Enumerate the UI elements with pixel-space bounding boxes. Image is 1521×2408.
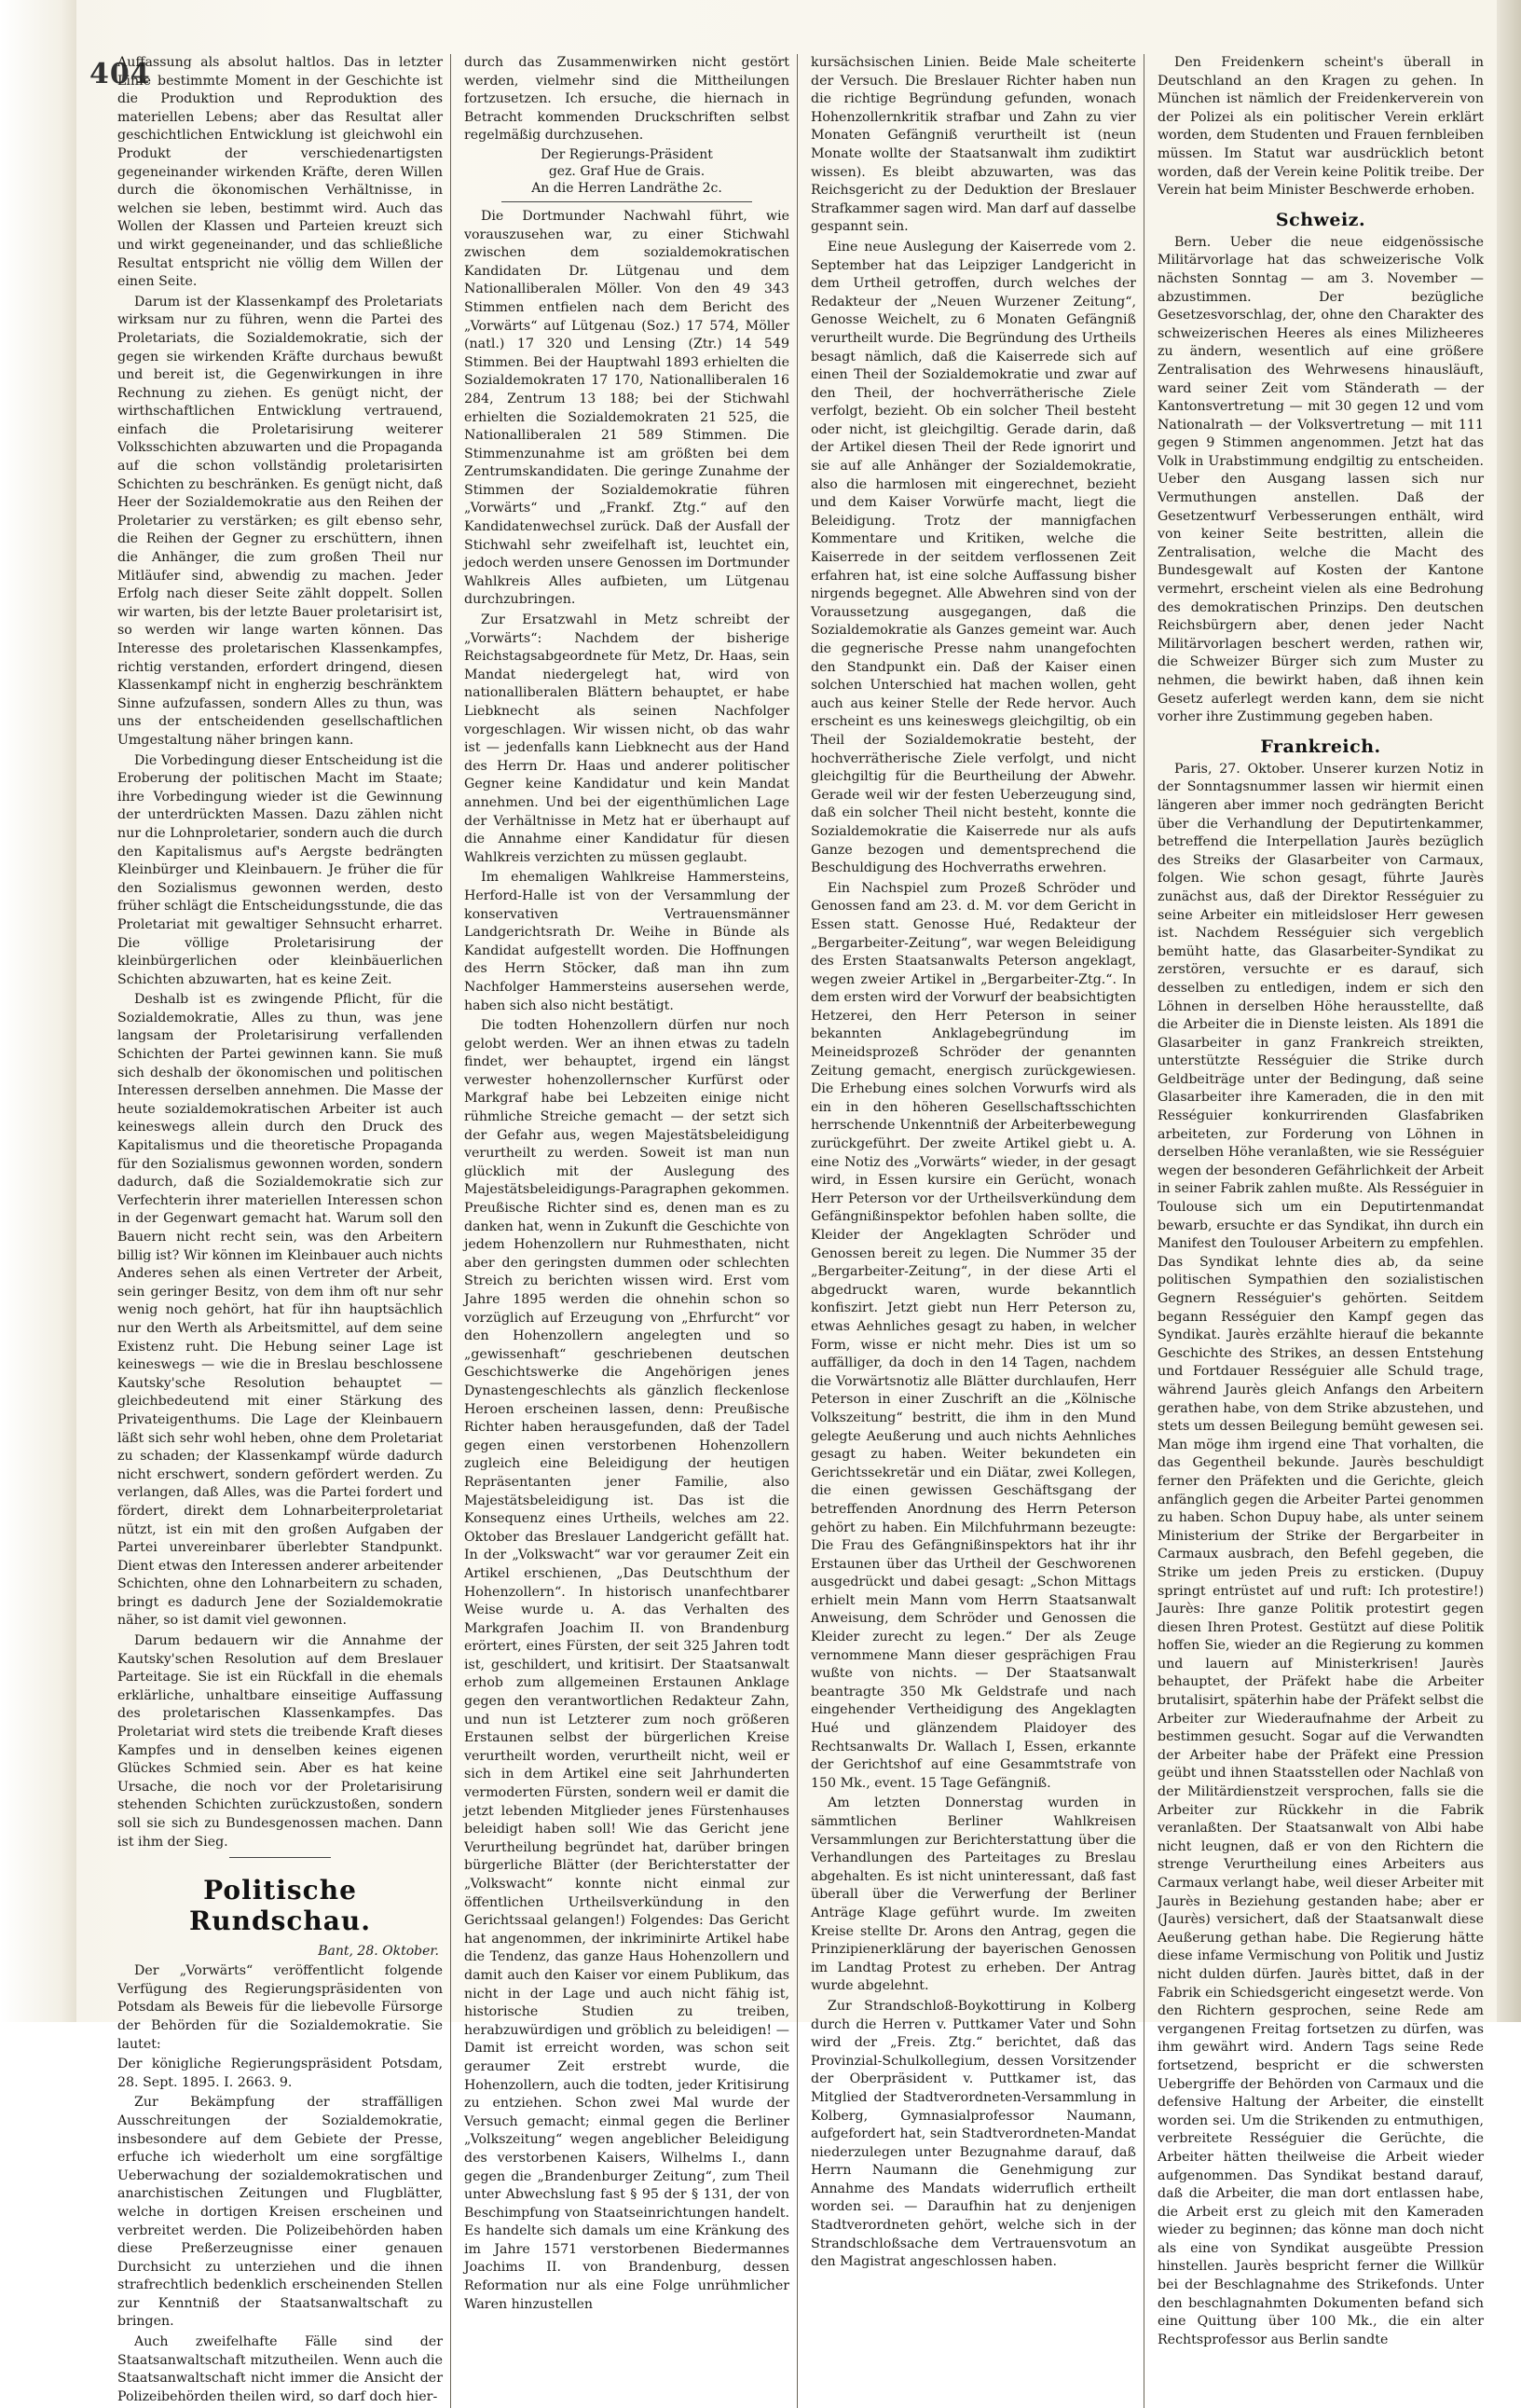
- col2-paragraph: Zur Ersatzwahl in Metz schreibt der „Vorwärts“: Nachdem der bisherige Reichstagsabgeordnete für Metz, Dr. Haas, sein Mandat niedergelegt hat, wird von nationalliberalen Blättern behauptet, er habe Liebknecht als seinen Nachfolger vorgeschlagen. Wir wissen nicht, ob das wahr ist — jedenfalls kann Liebknecht aus der Hand des Herrn Dr. Haas und anderer politischer Gegner keine Kandidatur und kein Mandat annehmen. Und bei der eigenthümlichen Lage der Verhältnisse in Metz hat er überhaupt auf die Annahme einer Kandidatur für diesen Wahlkreis verzichten zu müssen geglaubt.: [464, 612, 789, 865]
- text-columns: [110, 54, 1491, 2404]
- document-header: Der königliche Regierungspräsident Potsdam, 28. Sept. 1895. I. 2663. 9.: [117, 2057, 443, 2090]
- column-3: [803, 54, 1144, 2408]
- col1-paragraph: Darum ist der Klassenkampf des Proletariats wirksam nur zu führen, wenn die Partei des Proletariats, die Sozialdemokratie, sich der gegen sie wirkenden Kräfte durchaus bewußt und bereit ist, die Gegenwirkungen in ihre Rechnung zu ziehen. Es genügt nicht, der wirthschaftlichen Entwicklung vertrauend, einfach die Proletarisirung weiterer Volksschichten abzuwarten und die Propaganda auf die schon vollständig proletarisirten Schichten zu beschränken. Es genügt nicht, daß Heer der Sozialdemokratie aus den Reihen der Proletarier zu verstärken; es gilt ebenso sehr, die Reihen der Gegner zu erschüttern, ihnen die Anhänger, die zum großen Theil nur Mitläufer sind, abwendig zu machen. Jeder Erfolg nach dieser Seite zählt doppelt. Sollen wir warten, bis der letzte Bauer proletarisirt ist, so werden wir lange warten können. Das Interesse des proletarischen Klassenkampfes, richtig verstanden, erfordert dringend, diesen Klassenkampf nicht in engherzig beschränktem Sinne aufzufassen, sondern Alles zu thun, was uns der entscheidenden gesellschaftlichen Umgestaltung näher bringen kann.: [117, 294, 443, 748]
- col1-paragraph: Der „Vorwärts“ veröffentlicht folgende Verfügung des Regierungspräsidenten von Potsdam als Beweis für die liebevolle Fürsorge der Behörden für die Sozialdemokratie. Sie lautet:: [117, 1963, 443, 2052]
- col4-paragraph: Paris, 27. Oktober. Unserer kurzen Notiz in der Sonntagsnummer lassen wir hiermit einen längeren aber immer noch gedrängten Bericht über die Verhandlung der Deputirtenkammer, betreffend die Interpellation Jaurès bezüglich des Streiks der Glasarbeiter von Carmaux, folgen. Wie schon gesagt, führte Jaurès zunächst aus, daß der Direktor Rességuier zu seine Arbeiter ein mitleidsloser Herr gewesen ist. Nachdem Rességuier sich vergeblich bemüht hatte, das Glasarbeiter-Syndikat zu zerstören, versuchte er es darauf, sich desselben zu entledigen, indem er sich den Löhnen in derselben Höhe herausstellte, daß die Arbeiter die in Dienste leisten. Als 1891 die Glasarbeiter in ganz Frankreich streikten, unterstützte Rességuier die Strike durch Geldbeiträge unter der Bedingung, daß seine Glasarbeiter ihre Kameraden, die in den mit Rességuier konkurrirenden Glasfabriken arbeiteten, zur Forderung von Löhnen in derselben Höhe veranlaßten, wie sie Rességuier wegen der besonderen Gefährlichkeit der Arbeit in seiner Fabrik zahlen mußte. Als Rességuier in Toulouse sich um ein Deputirtenmandat bewarb, ersuchte er das Syndikat, ihn durch ein Manifest den Toulouser Arbeitern zu empfehlen. Das Syndikat lehnte dies ab, da seine politischen Sympathien den sozialistischen Gegnern Rességuier's gehörten. Seitdem begann Rességuier den Kampf gegen das Syndikat. Jaurès erzählte hierauf die bekannte Geschichte des Strikes, an dessen Entstehung und Fortdauer Rességuier alle Schuld trage, während Jaurès gleich Anfangs den Arbeitern gerathen habe, von dem Strike abzustehen, und stets um dessen Beilegung bemüht gewesen sei. Man möge ihm irgend eine That vorhalten, die das Gegentheil bekunde. Jaurès beschuldigt ferner den Präfekten und die Gerichte, gleich anfänglich gegen die Arbeiter Partei genommen zu haben. Schon Dupuy habe, als unter seinem Ministerium der Strike der Bergarbeiter in Carmaux ausbrach, den Befehl gegeben, die Strike um jeden Preis zu ersticken. (Dupuy springt entrüstet auf und ruft: Ich protestire!) Jaurès: Ihre ganze Politik protestirt gegen diesen Ihren Protest. Gestützt auf diese Politik hoffen Sie, wieder an die Regierung zu kommen und lauern auf Ministerkrisen! Jaurès behauptet, der Präfekt habe die Arbeiter brutalisirt, späterhin habe der Präfekt selbst die Arbeiter zur Wiederaufnahme der Arbeit zu bestimmen gesucht. Sogar auf die Verwandten der Arbeiter habe der Präfekt eine Pression geübt und ihnen Staatsstellen oder Nachlaß von der Militärdienstzeit versprochen, falls sie die Arbeiter zur Rückkehr in die Fabrik veranlaßten. Der Staatsanwalt von Albi habe nicht leugnen, daß er von den Richtern die strenge Verurtheilung eines Arbeiters aus Carmaux verlangt habe, weil dieser Arbeiter mit Jaurès in Beziehung gestanden habe; aber er (Jaurès) versichert, daß der Staatsanwalt diese Aeußerung gethan habe. Die Regierung hätte diese infame Vermischung von Politik und Justiz nicht dulden dürfen. Jaurès bittet, daß in der Fabrik ein Schiedsgericht eingesetzt werde. Von den Richtern gesprochen, seine Rede am vergangenen Freitag fortsetzen zu dürfen, was ihm gewährt wird. Andern Tags seine Rede fortsetzend, bespricht er die schwersten Uebergriffe der Behörden von Carmaux und die defensive Haltung der Arbeiter, die einstellt worden sei. Um die Strikenden zu entmuthigen, verbreitete Rességuier die Gerüchte, die Arbeiter hätten theilweise die Arbeit wieder aufgenommen. Das Syndikat bestand darauf, daß die Arbeiter, die man dort entlassen habe, die Arbeit erst zu gleich mit den Kameraden wieder zu beginnen; das könne man doch nicht als eine von Syndikat ausgeübte Pression hinstellen. Jaurès bespricht ferner die Willkür bei der Beschlagnahme des Strikefonds. Unter den beschlagnahmten Dokumenten befand sich eine Quittung über 100 Mk., die ein alter Rechtsprofessor aus Berlin sandte: [1158, 761, 1484, 2347]
- col2-paragraph: durch das Zusammenwirken nicht gestört werden, vielmehr sind die Mittheilungen fortzusetzen. Ich ersuche, die hiernach in Betracht kommenden Druckschriften selbst regelmäßig durchzusehen.: [464, 55, 789, 144]
- col1-paragraph: Die Vorbedingung dieser Entscheidung ist die Eroberung der politischen Macht im Staate; ihre Vorbedingung wieder ist die Gewinnung der unterdrückten Massen. Dazu zählen nicht nur die Lohnproletarier, sondern auch die durch den Kapitalismus auf's Aergste bedrängten Kleinbürger und Kleinbauern. Je früher die für den Sozialismus gewonnen werden, desto früher schlägt die Entscheidungsstunde, die das Proletariat mit gewaltiger Sehnsucht erharret. Die völlige Proletarisirung der kleinbürgerlichen oder kleinbäuerlichen Schichten abzuwarten, hat es keine Zeit.: [117, 752, 443, 987]
- col3-paragraph: kursächsischen Linien. Beide Male scheiterte der Versuch. Die Breslauer Richter haben nun die richtige Begründung gefunden, wonach Hohenzollernkritik strafbar und Zahn zu vier Monaten Gefängniß verurtheilt ist (neun Monate wollte der Staatsanwalt ihm zudiktirt wissen). Es bleibt abzuwarten, was das Reichsgericht zu der Deduktion der Breslauer Strafkammer sagen wird. Man darf auf dasselbe gespannt sein.: [811, 55, 1136, 235]
- column-1: [110, 54, 451, 2408]
- dateline: Bant, 28. Oktober.: [318, 1944, 439, 1960]
- col2-paragraph: Die todten Hohenzollern dürfen nur noch gelobt werden. Wer an ihnen etwas zu tadeln findet, wer behauptet, irgend ein längst verwester hohenzollernscher Kurfürst oder Markgraf habe bei Lebzeiten einige nicht rühmliche Streiche gemacht — der setzt sich der Gefahr aus, wegen Majestätsbeleidigung verurtheilt zu werden. Soweit ist man nun glücklich mit der Auslegung des Majestätsbeleidigungs-Paragraphen gekommen. Preußische Richter sind es, denen man es zu danken hat, wenn in Zukunft die Geschichte von jedem Hohenzollern nur Ruhmesthaten, nicht aber den geringsten dummen oder schlechten Streich zu berichten wissen wird. Erst vom Jahre 1895 werden die ohnehin schon so vorzüglich auf Erzeugung von „Ehrfurcht“ vor den Hohenzollern angelegten und so „gewissenhaft“ geschriebenen deutschen Geschichtswerke die Angehörigen jenes Dynastengeschlechts als gänzlich fleckenlose Heroen erscheinen lassen, denn: Preußische Richter haben herausgefunden, daß der Tadel gegen einen verstorbenen Hohenzollern zugleich eine Beleidigung der heutigen Repräsentanten jener Familie, also Majestätsbeleidigung ist. Das ist die Konsequenz eines Urtheils, welches am 22. Oktober das Breslauer Landgericht gefällt hat. In der „Volkswacht“ war vor geraumer Zeit ein Artikel erschienen, „Das Deutschthum der Hohenzollern“. In historisch unanfechtbarer Weise wurde u. A. das Verhalten des Markgrafen Joachim II. von Brandenburg erörtert, eines Fürsten, der seit 325 Jahren todt ist, geschildert, und kritisirt. Der Staatsanwalt erhob zum allgemeinen Erstaunen Anklage gegen den verantwortlichen Redakteur Zahn, und nun ist Letzterer zum noch größeren Erstaunen selbst der bürgerlichen Kreise verurtheilt worden, verurtheilt nicht, weil er sich in dem Artikel eine seit Jahrhunderten vermoderten Fürsten, sondern weil er damit die jetzt lebenden Mitglieder jenes Fürstenhauses beleidigt haben soll! Wie das Gericht jene Verurtheilung begründet hat, darüber bringen bürgerliche Blätter (der Berichterstatter der „Volkswacht“ konnte nicht einmal zur öffentlichen Urtheilsverkündung in den Gerichtssaal gelangen!) Folgendes: Das Gericht hat angenommen, der inkriminirte Artikel habe die Tendenz, das ganze Haus Hohenzollern und damit auch den Kaiser vor einem Publikum, das nicht in der Lage und auch nicht fähig ist, historische Studien zu treiben, herabzuwürdigen und gröblich zu beleidigen! — Damit ist erreicht worden, was schon seit geraumer Zeit erstrebt wurde, die Hohenzollern, auch die todten, jeder Kritisirung zu entziehen. Schon zwei Mal wurde der Versuch gemacht; einmal gegen die Berliner „Volkszeitung“ wegen angeblicher Beleidigung des verstorbenen Kaisers, Wilhelms I., dann gegen die „Brandenburger Zeitung“, zum Theil unter Abwechslung fast § 95 der § 131, der von Beschimpfung von Staatseinrichtungen handelt. Es handelte sich damals um eine Kränkung des im Jahre 1571 verstorbenen Biedermannes Joachims II. von Brandenburg, dessen Reformation nur als eine Folge unrühmlicher Waren hinzustellen: [464, 1018, 790, 2312]
- col2-paragraph: Im ehemaligen Wahlkreise Hammersteins, Herford-Halle ist von der Versammlung der konservativen Vertrauensmänner Landgerichtsrath Dr. Weihe in Bünde als Kandidat aufgestellt worden. Die Hoffnungen des Herrn Stöcker, daß man ihn zum Nachfolger Hammersteins ausersehen werde, haben sich also nicht bestätigt.: [464, 870, 789, 1013]
- col1-paragraph: Auffassung als absolut haltlos. Das in letzter Linie bestimmte Moment in der Geschichte ist die Produktion und Reproduktion des materiellen Lebens; aber das Resultat aller geschichtlichen Entwicklung ist gleichwohl ein Produkt der verschiedenartigsten gegeneinander wirkenden Kräfte, deren Willen durch die ökonomischen Verhältnisse, in welchen sie leben, bestimmt wird. Auch das Wollen der Klassen und Parteien kreuzt sich und wirkt gegeneinander, und das schließliche Resultat entspricht nie völlig dem Willen der einen Seite.: [117, 55, 443, 290]
- binding-margin: [0, 0, 76, 2022]
- col3-paragraph: Am letzten Donnerstag wurden in sämmtlichen Berliner Wahlkreisen Versammlungen zur Berichterstattung über die Verhandlungen des Parteitages zu Breslau abgehalten. Es ist nicht uninteressant, daß fast überall über die Verwerfung der Berliner Anträge Klage geführt wurde. Im zweiten Kreise stellte Dr. Arons den Antrag, gegen die Prinzipienerklärung der bayerischen Genossen im Landtag Protest zu erheben. Der Antrag wurde abgelehnt.: [811, 1796, 1136, 1994]
- col4-paragraph: Den Freidenkern scheint's überall in Deutschland an den Kragen zu gehen. In München ist nämlich der Freidenkerverein von der Polizei als ein politischer Verein erklärt worden, dem Studenten und Frauen fernbleiben müssen. Im Statut war ausdrücklich betont worden, daß der Verein keine Politik treibe. Der Verein hat beim Minister Beschwerde erhoben.: [1158, 55, 1484, 199]
- signature-line: gez. Graf Hue de Grais.: [548, 163, 706, 179]
- col2-paragraph: Die Dortmunder Nachwahl führt, wie vorauszusehen war, zu einer Stichwahl zwischen dem sozialdemokratischen Kandidaten Dr. Lütgenau und dem Nationalliberalen Möller. Von den 49 343 Stimmen entfielen nach dem Bericht des „Vorwärts“ auf Lütgenau (Soz.) 17 574, Möller (natl.) 17 320 und Lensing (Ztr.) 14 549 Stimmen. Bei der Hauptwahl 1893 erhielten die Sozialdemokraten 17 170, Nationalliberalen 16 284, Zentrum 13 188; bei der Stichwahl erhielten die Sozialdemokraten 21 525, die Nationalliberalen 21 589 Stimmen. Die Stimmenzunahme ist am größten bei dem Zentrumskandidaten. Die geringe Zunahme der Stimmen der Sozialdemokratie führen „Vorwärts“ und „Frankf. Ztg.“ auf den Kandidatenwechsel zurück. Daß der Ausfall der Stichwahl sehr zweifelhaft ist, leuchtet ein, jedoch werden unsere Genossen im Dortmunder Wahlkreis Alles aufbieten, um Lütgenau durchzubringen.: [464, 208, 790, 608]
- col3-paragraph: Eine neue Auslegung der Kaiserrede vom 2. September hat das Leipziger Landgericht in dem Urtheil getroffen, durch welches der Redakteur der „Neuen Wurzener Zeitung“, Genosse Weichelt, zu 6 Monaten Gefängniß verurtheilt wurde. Die Begründung des Urtheils besagt nämlich, daß die Kaiserrede sich auf einen Theil der Sozialdemokratie und zwar auf den Theil, der hochverrätherische Ziele verfolgt, bezieht. Ob ein solcher Theil besteht oder nicht, ist gleichgiltig. Gerade darin, daß der Artikel diesen Theil der Rede ignorirt und sie auf alle Anhänger der Sozialdemokratie, also die harmlosen mit eingerechnet, bezieht und dem Kaiser Vorwürfe macht, liegt die Beleidigung. Trotz der mannigfachen Kommentare und Kritiken, welche die Kaiserrede in der seitdem verflossenen Zeit erfahren hat, ist eine solche Auffassung bisher nirgends begegnet. Alle Abwehren sind von der Voraussetzung ausgegangen, daß die Sozialdemokratie als Ganzes gemeint war. Auch die gegnerische Presse nahm unangefochten den Standpunkt ein. Daß der Kaiser einen solchen Unterschied hat machen wollen, geht auch aus keiner Stelle der Rede hervor. Auch erscheint es uns keineswegs gleichgiltig, ob ein Theil der Sozialdemokratie besteht, der hochverrätherische Ziele verfolgt, und nicht gleichgiltig für die Beurtheilung der Abwehr. Gerade weil wir der festen Ueberzeugung sind, daß ein solcher Theil nicht besteht, konnte die Sozialdemokratie die Kaiserrede nur als aufs Ganze bezogen und dementsprechend die Beschuldigung des Hochverraths erwehren.: [811, 239, 1136, 876]
- page-edge: [1497, 0, 1521, 2022]
- col1-paragraph: Auch zweifelhafte Fälle sind der Staatsanwaltschaft mitzutheilen. Wenn auch die Staatsanwaltschaft nicht immer die Ansicht der Polizeibehörden theilen wird, so darf doch hier-: [117, 2334, 443, 2404]
- section-divider: [229, 1857, 331, 1858]
- col1-paragraph: Darum bedauern wir die Annahme der Kautsky'schen Resolution auf dem Breslauer Parteitage. Sie ist ein Rückfall in die ehemals erklärliche, unhaltbare einseitige Auffassung des proletarischen Klassenkampfes. Das Proletariat wird stets die treibende Kraft dieses Kampfes und in denselben keines eigenen Glückes Schmied sein. Aber es hat keine Ursache, die noch vor der Proletarisirung stehenden Schichten zurückzustoßen, sondern soll sie sich zu Bundesgenossen machen. Dann ist ihm der Sieg.: [117, 1633, 443, 1850]
- col3-paragraph: Zur Strandschloß-Boykottirung in Kolberg durch die Herren v. Puttkamer Vater und Sohn wird der „Freis. Ztg.“ berichtet, daß das Provinzial-Schulkollegium, dessen Vorsitzender der Oberpräsident v. Puttkamer ist, das Mitglied der Stadtverordneten-Versammlung in Kolberg, Gymnasialprofessor Naumann, aufgefordert hat, sein Stadtverordneten-Mandat niederzulegen unter Bezugnahme darauf, daß Herrn Naumann die Genehmigung zur Annahme des Mandats widerruflich ertheilt worden sei. — Daraufhin hat zu denjenigen Stadtverordneten gehört, welche sich in der Strandschloßsache dem Vertrauensvotum an den Magistrat angeschlossen haben.: [811, 1998, 1136, 2270]
- col3-paragraph: Ein Nachspiel zum Prozeß Schröder und Genossen fand am 23. d. M. vor dem Gericht in Essen statt. Genosse Hué, Redakteur der „Bergarbeiter-Zeitung“, war wegen Beleidigung des Ersten Staatsanwalts Peterson angeklagt, wegen zweier Artikel in „Bergarbeiter-Ztg.“. In dem ersten wird der Vorwurf der beabsichtigten Hetzerei, den Herr Peterson in seiner bekannten Anklagebegründung im Meineidsprozeß Schröder der genannten Zeitung gemacht, energisch zurückgewiesen. Die Erhebung eines solchen Vorwurfs wird als ein in den höheren Gesellschaftsschichten herrschende Unkenntniß der Arbeiterbewegung zurückgeführt. Der zweite Artikel giebt u. A. eine Notiz des „Vorwärts“ wieder, in der gesagt wird, in Essen kursire ein Gerücht, wonach Herr Peterson vor der Urtheilsverkündung dem Gefängnißinspektor befohlen haben sollte, die Kleider der Angeklagten Schröder und Genossen bereit zu legen. Die Nummer 35 der „Bergarbeiter-Zeitung“, in der diese Arti el abgedruckt waren, wurde bekanntlich konfiszirt. Jetzt giebt nun Herr Peterson zu, etwas Aehnliches gesagt zu haben, in welcher Form, wisse er nicht mehr. Dies ist um so auffälliger, da doch in den 14 Tagen, nachdem die Vorwärtsnotiz alle Blätter durchlaufen, Herr Peterson in einer Zuschrift an die „Kölnische Volkszeitung“ bestritt, die ihm in den Mund gelegte Aeußerung und auch nichts Aehnliches gesagt zu haben. Weiter bekundeten ein Gerichtssekretär und ein Diätar, zwei Kollegen, die einen gewissen Geschäftsgang der betreffenden Anordnung des Herrn Peterson gehört zu haben. Ein Milchfuhrmann bezeugte: Die Frau des Gefängnißinspektors hat ihr ihr Erstaunen über das Urtheil der Geschworenen ausgedrückt und dabei gesagt: „Schon Mittags erhielt mein Mann vom Herrn Staatsanwalt Anweisung, dem Schröder und Genossen die Kleider zurecht zu legen.“ Der als Zeuge vernommene Mann dieser gesprächigen Frau wußte von nichts. — Der Staatsanwalt beantragte 350 Mk Geldstrafe und nach eingehender Vertheidigung des Angeklagten Hué und glänzendem Plaidoyer des Rechtsanwalts Dr. Wallach I, Essen, erkannte der Gerichtshof auf eine Gesammtstrafe von 150 Mk., event. 15 Tage Gefängniß.: [811, 880, 1136, 1791]
- col1-paragraph: Zur Bekämpfung der straffälligen Ausschreitungen der Sozialdemokratie, insbesondere auf dem Gebiete der Presse, erfuche ich wiederholt um eine sorgfältige Ueberwachung der sozialdemokratischen und anarchistischen Zeitungen und Flugblätter, welche in dortigen Kreisen erscheinen und verbreitet werden. Die Polizeibehörden haben diese Preßerzeugnisse einer genauen Durchsicht zu unterziehen und die ihnen strafrechtlich bedenklich erscheinenden Stellen zur Kenntniß der Staatsanwaltschaft zu bringen.: [117, 2095, 443, 2330]
- section-heading-frankreich: Frankreich.: [1260, 736, 1381, 757]
- signature-line: An die Herren Landräthe 2c.: [531, 180, 722, 196]
- section-divider: [501, 201, 752, 202]
- signature-line: Der Regierungs-Präsident: [541, 146, 713, 162]
- col4-paragraph: Bern. Ueber die neue eidgenössische Militärvorlage hat das schweizerische Volk nächsten Sonntag — am 3. November — abzustimmen. Der bezügliche Gesetzesvorschlag, der, ohne den Charakter des schweizerischen Heeres als eines Milizheeres zu ändern, wesentlich auf eine größere Zentralisation des Wehrwesens hinausläuft, ward seiner Zeit vom Ständerath — der Kantonsvertretung — mit 30 gegen 12 und vom Nationalrath — der Volksvertretung — mit 111 gegen 9 Stimmen angenommen. Jetzt hat das Volk in Urabstimmung endgiltig zu entscheiden. Ueber den Ausgang lassen sich nur Vermuthungen anstellen. Daß der Gesetzentwurf Verbesserungen enthält, wird von keiner Seite bestritten, allein die Zentralisation, welche die Macht des Bundesgewalt auf Kosten der Kantone vermehrt, erscheint vielen als eine Bedrohung des demokratischen Prinzips. Den deutschen Reichsbürgern aber, denen jeder Nacht Militärvorlagen beschert werden, rathen wir, die Schweizer Bürger sich zum Muster zu nehmen, die bewirkt haben, daß ihnen kein Gesetz auferlegt werden kann, dem sie nicht vorher ihre Zustimmung gegeben haben.: [1158, 234, 1484, 725]
- col1-paragraph: Deshalb ist es zwingende Pflicht, für die Sozialdemokratie, Alles zu thun, was jene langsam der Proletarisirung verfallenden Schichten der Partei gewinnen kann. Sie muß sich deshalb der ökonomischen und politischen Interessen derselben annehmen. Die Masse der heute sozialdemokratischen Arbeiter ist auch keineswegs allein durch den Druck des Kapitalismus und die theoretische Propaganda für den Sozialismus gewonnen worden, sondern dadurch, daß die Sozialdemokratie sich zur Verfechterin ihrer materiellen Interessen schon in der Gegenwart gemacht hat. Warum soll den Bauern nicht recht sein, was den Arbeitern billig ist? Wir können im Kleinbauer auch nichts Anderes sehen als einen Vertreter der Arbeit, sein geringer Besitz, von dem ihm oft nur sehr wenig noch gehört, hat für ihn hauptsächlich nur den Werth als Arbeitsmittel, auf dem seine Existenz ruht. Die Hebung seiner Lage ist keineswegs — wie die in Breslau beschlossene Kautsky'sche Resolution behauptet — gleichbedeutend mit einer Stärkung des Privateigenthums. Die Lage der Kleinbauern läßt sich sehr wohl heben, ohne dem Proletariat zu schaden; der Klassenkampf würde dadurch nicht erschwert, sondern gefördert werden. Zu verlangen, daß Alles, was die Partei fordert und fördert, direkt dem Lohnarbeiterproletariat nützt, ist ein mit den großen Aufgaben der Partei unvereinbarer überlebter Standpunkt. Dient etwas den Interessen anderer arbeitender Schichten, ohne den Lohnarbeitern zu schaden, bringt es dadurch Jene der Sozialdemokratie näher, so ist damit viel gewonnen.: [117, 992, 443, 1629]
- section-heading-politische-rundschau: Politische Rundschau.: [189, 1875, 371, 1937]
- column-2: [457, 54, 798, 2408]
- page-number: 404: [89, 58, 151, 90]
- section-heading-schweiz: Schweiz.: [1275, 209, 1366, 230]
- column-4: [1150, 54, 1491, 2408]
